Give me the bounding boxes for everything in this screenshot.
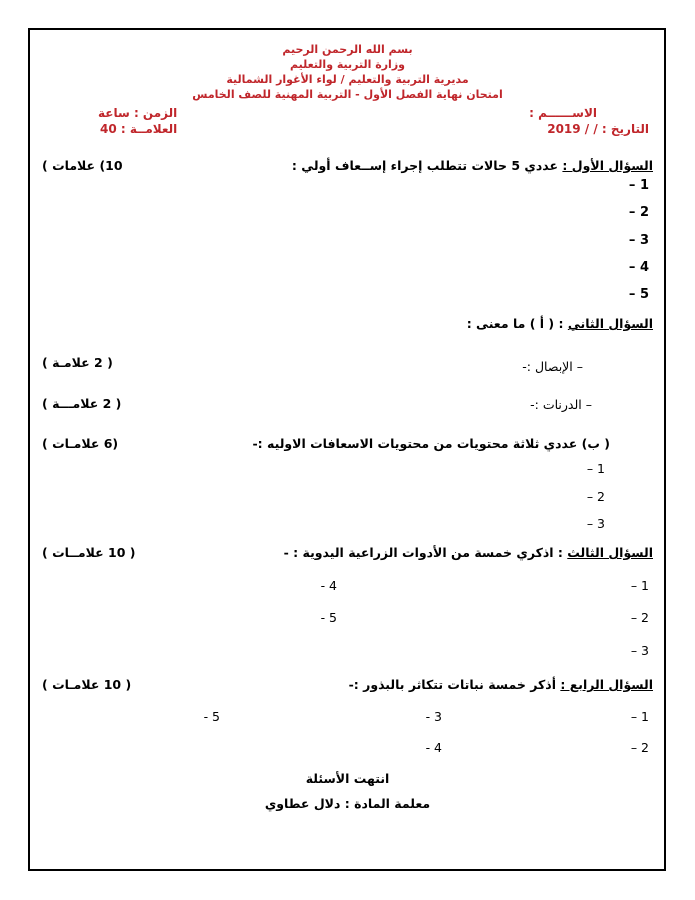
q4-answer-line-1: 1 –: [630, 709, 649, 724]
name-field-label: الاســــــم :: [529, 106, 597, 120]
ministry-name: وزارة التربية والتعليم: [290, 58, 405, 71]
q1-answer-line-2: 2 –: [628, 205, 649, 220]
question-2: [467, 316, 653, 331]
question-3-text: : اذكري خمسة من الأدوات الزراعية اليدوية : -: [283, 545, 563, 560]
basmala: بسم الله الرحمن الرحيم: [282, 43, 413, 56]
question-1-marks: 10) علامات ): [42, 158, 123, 173]
duration-label: الزمن : ساعة: [98, 106, 178, 120]
q1-answer-line-4: 4 –: [628, 260, 649, 275]
date-field-label: التاريخ : / / 2019: [547, 122, 649, 136]
question-3-title: السؤال الثالث: [567, 545, 653, 560]
q2b-answer-line-3: 3 –: [586, 516, 605, 531]
q2a-item-1-marks: ( 2 علامـة ): [42, 355, 113, 370]
question-1: [292, 158, 653, 173]
q3-answer-line-3: 3 –: [630, 643, 649, 658]
q1-answer-line-3: 3 –: [628, 233, 649, 248]
question-4-text: أذكر خمسة نباتات تتكاثر بالبذور :-: [348, 677, 556, 692]
question-3: [284, 545, 653, 560]
q2b-answer-line-2: 2 –: [586, 489, 605, 504]
q4-answer-line-4: 4 -: [425, 740, 442, 755]
q2b-answer-line-1: 1 –: [586, 461, 605, 476]
q2a-item-tubers: – الدرنات :-: [530, 397, 592, 412]
q1-answer-line-1: 1 –: [628, 178, 649, 193]
end-of-questions: انتهت الأسئلة: [305, 771, 390, 786]
q4-answer-line-5: 5 -: [203, 709, 220, 724]
question-1-title: السؤال الأول :: [562, 158, 653, 173]
q3-answer-line-4: 4 -: [320, 578, 337, 593]
question-1-text: عددي 5 حالات تتطلب إجراء إســعاف أولي :: [291, 158, 559, 173]
question-2b-marks: (6 علامـات ): [42, 436, 119, 451]
question-4-marks: ( 10 علامـات ): [42, 677, 132, 692]
directorate-name: مديرية التربية والتعليم / لواء الأغوار الشمالية: [226, 73, 469, 86]
question-2b-text: ( ب) عددي ثلاثة محتويات من محتويات الاسعافات الاوليه :-: [252, 436, 610, 451]
teacher-signature: معلمة المادة : دلال عطاوي: [264, 796, 431, 811]
q3-answer-line-1: 1 –: [630, 578, 649, 593]
q3-answer-line-5: 5 -: [320, 610, 337, 625]
q4-answer-line-2: 2 –: [630, 740, 649, 755]
question-3-marks: ( 10 علامــات ): [42, 545, 136, 560]
q2a-item-2-marks: ( 2 علامـــة ): [42, 396, 122, 411]
q3-answer-line-2: 2 –: [630, 610, 649, 625]
q4-answer-line-3: 3 -: [425, 709, 442, 724]
total-score-label: العلامــة : 40: [100, 122, 178, 136]
question-4-title: السؤال الرابع :: [560, 677, 653, 692]
question-4: [349, 677, 653, 692]
question-2-title: السؤال الثاني: [567, 316, 653, 331]
q1-answer-line-5: 5 –: [628, 287, 649, 302]
question-2a-text: : ( أ ) ما معنى :: [466, 316, 564, 331]
q2a-item-bulbs: – الإبصال :-: [522, 359, 583, 374]
exam-title: امتحان نهاية الفصل الأول - التربية المهنية للصف الخامس: [192, 88, 503, 101]
